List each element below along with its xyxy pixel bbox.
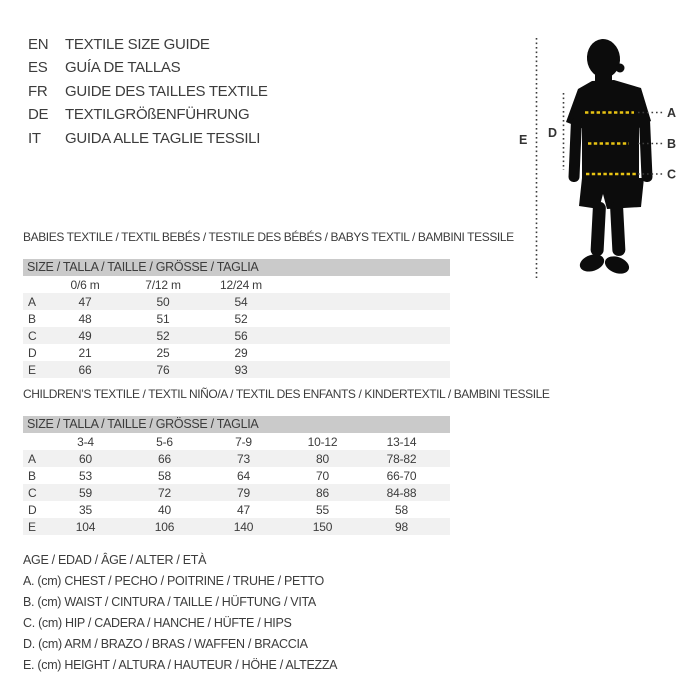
cell: 52 <box>156 328 170 343</box>
table-row <box>23 344 450 361</box>
language-title: GUIDE DES TAILLES TEXTILE <box>65 82 268 100</box>
row-label: B <box>28 468 36 483</box>
language-title-list <box>28 33 268 150</box>
cell: 21 <box>78 345 92 360</box>
language-code: FR <box>28 82 48 100</box>
table-row <box>23 501 450 518</box>
legend-line-arm: D. (cm) ARM / BRAZO / BRAS / WAFFEN / BRACCIA <box>23 637 308 651</box>
child-silhouette-icon <box>566 37 653 276</box>
cell: 58 <box>395 502 408 517</box>
cell: 150 <box>312 519 333 534</box>
language-row <box>28 127 268 150</box>
table-row <box>23 293 450 310</box>
legend-line-chest: A. (cm) CHEST / PECHO / POITRINE / TRUHE / PETTO <box>23 574 324 588</box>
children-table <box>23 433 450 535</box>
cell: 48 <box>78 311 92 326</box>
column-header: 10-12 <box>307 434 338 449</box>
legend-line-height: E. (cm) HEIGHT / ALTURA / HAUTEUR / HÖHE / ALTEZZA <box>23 658 338 672</box>
table-row <box>23 484 450 501</box>
table-row <box>23 467 450 484</box>
cell: 70 <box>316 468 329 483</box>
language-row <box>28 103 268 126</box>
size-header-band: SIZE / TALLA / TAILLE / GRÖSSE / TAGLIA <box>23 416 450 433</box>
row-label: C <box>28 328 37 343</box>
cell: 40 <box>158 502 171 517</box>
cell: 76 <box>156 362 170 377</box>
row-label: C <box>28 485 37 500</box>
cell: 93 <box>234 362 248 377</box>
label-c: C <box>667 167 677 182</box>
language-code: DE <box>28 106 49 124</box>
column-header-row <box>23 276 450 293</box>
table-row <box>23 450 450 467</box>
table-row <box>23 518 450 535</box>
cell: 72 <box>158 485 171 500</box>
language-code: IT <box>28 129 41 147</box>
cell: 78-82 <box>386 451 417 466</box>
cell: 53 <box>79 468 92 483</box>
babies-size-table <box>23 230 514 378</box>
cell: 98 <box>395 519 408 534</box>
row-label: E <box>28 519 36 534</box>
column-header: 5-6 <box>156 434 173 449</box>
language-code: EN <box>28 36 49 53</box>
cell: 35 <box>79 502 92 517</box>
language-row <box>28 56 268 79</box>
babies-table-title: BABIES TEXTILE / TEXTIL BEBÉS / TESTILE DES BÉBÉS / BABYS TEXTIL / BAMBINI TESSILE <box>23 230 514 244</box>
language-title: TEXTILE SIZE GUIDE <box>65 36 210 53</box>
language-code: ES <box>28 59 48 77</box>
row-label: D <box>28 502 37 517</box>
cell: 54 <box>234 294 248 309</box>
cell: 50 <box>156 294 170 309</box>
babies-table <box>23 276 450 378</box>
cell: 106 <box>154 519 175 534</box>
cell: 84-88 <box>386 485 417 500</box>
table-row <box>23 361 450 378</box>
legend-line-age: AGE / EDAD / ÂGE / ALTER / ETÀ <box>23 553 207 567</box>
column-header: 13-14 <box>386 434 417 449</box>
label-e: E <box>519 133 528 147</box>
language-row <box>28 80 268 103</box>
cell: 59 <box>79 485 92 500</box>
language-title: GUÍA DE TALLAS <box>65 59 181 77</box>
cell: 66-70 <box>386 468 417 483</box>
row-label: A <box>28 294 36 309</box>
child-figure-svg <box>510 30 690 290</box>
size-header-band: SIZE / TALLA / TAILLE / GRÖSSE / TAGLIA <box>23 259 450 276</box>
cell: 55 <box>316 502 329 517</box>
label-a: A <box>667 106 677 120</box>
column-header: 7/12 m <box>145 277 181 292</box>
row-label: E <box>28 362 36 377</box>
column-header: 7-9 <box>235 434 252 449</box>
cell: 73 <box>237 451 250 466</box>
cell: 79 <box>237 485 250 500</box>
row-label: B <box>28 311 36 326</box>
column-header: 3-4 <box>77 434 94 449</box>
row-label: D <box>28 345 37 360</box>
cell: 52 <box>234 311 248 326</box>
cell: 47 <box>237 502 250 517</box>
label-b: B <box>667 137 677 151</box>
cell: 60 <box>79 451 92 466</box>
cell: 51 <box>156 311 170 326</box>
column-header: 12/24 m <box>220 277 262 292</box>
language-row <box>28 33 268 56</box>
cell: 140 <box>233 519 254 534</box>
children-size-table <box>23 387 550 535</box>
measurement-figure <box>510 30 690 290</box>
cell: 49 <box>78 328 92 343</box>
legend-line-waist: B. (cm) WAIST / CINTURA / TAILLE / HÜFTUNG / VITA <box>23 595 316 609</box>
cell: 56 <box>234 328 248 343</box>
cell: 64 <box>237 468 250 483</box>
cell: 66 <box>158 451 171 466</box>
cell: 104 <box>75 519 96 534</box>
row-label: A <box>28 451 36 466</box>
measurement-legend <box>23 550 337 676</box>
language-title: GUIDA ALLE TAGLIE TESSILI <box>65 129 261 147</box>
column-header-row <box>23 433 450 450</box>
language-title: TEXTILGRÖßENFÜHRUNG <box>65 106 250 124</box>
cell: 25 <box>156 345 170 360</box>
cell: 86 <box>316 485 329 500</box>
cell: 29 <box>234 345 248 360</box>
cell: 66 <box>78 362 92 377</box>
table-row <box>23 327 450 344</box>
children-table-title: CHILDREN’S TEXTILE / TEXTIL NIÑO/A / TEXTIL DES ENFANTS / KINDERTEXTIL / BAMBINI TESSILE <box>23 387 550 401</box>
cell: 80 <box>316 451 329 466</box>
table-row <box>23 310 450 327</box>
cell: 58 <box>158 468 171 483</box>
cell: 47 <box>78 294 92 309</box>
label-d: D <box>548 126 558 140</box>
column-header: 0/6 m <box>70 277 100 292</box>
legend-line-hip: C. (cm) HIP / CADERA / HANCHE / HÜFTE / HIPS <box>23 616 292 630</box>
